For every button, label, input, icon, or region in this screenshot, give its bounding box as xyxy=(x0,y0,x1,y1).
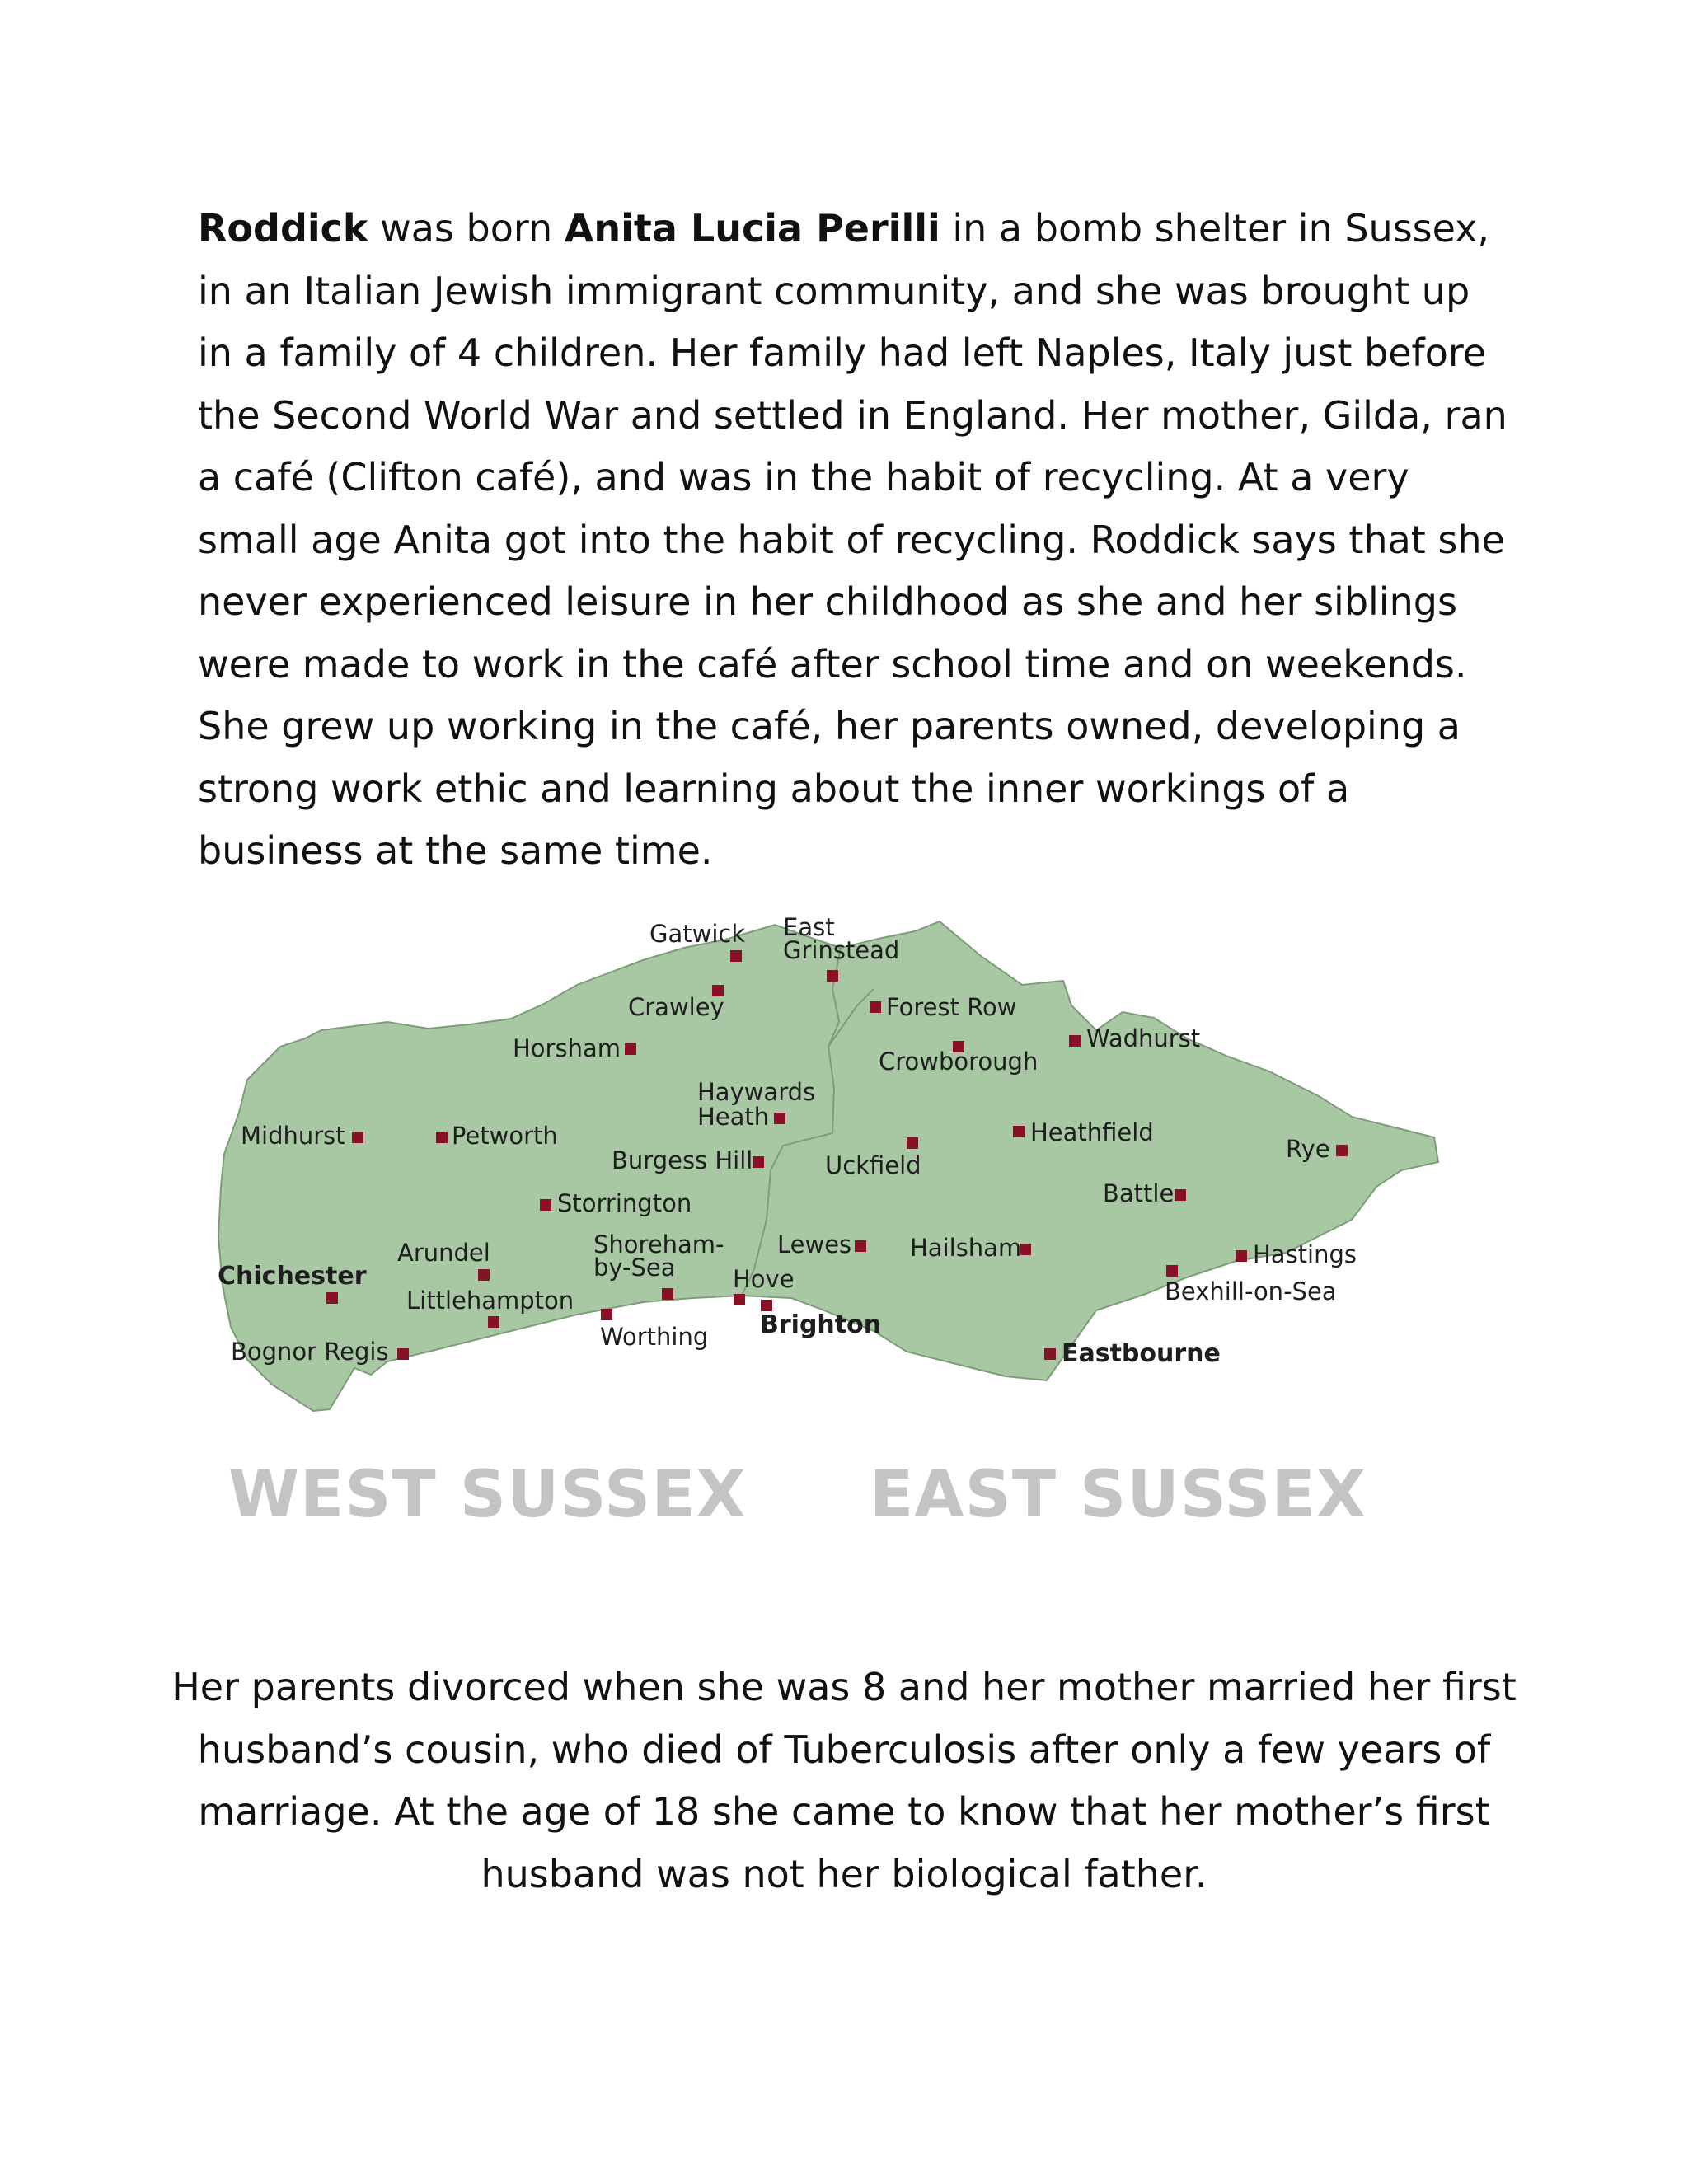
town-petworth xyxy=(436,1122,558,1150)
town-marker xyxy=(326,1292,338,1304)
town-marker xyxy=(734,1294,745,1305)
town-marker xyxy=(774,1113,785,1124)
town-marker xyxy=(761,1300,772,1311)
town-label: Gatwick xyxy=(649,920,746,948)
town-burgess-hill xyxy=(612,1146,764,1174)
town-marker xyxy=(1166,1265,1178,1277)
town-label: Rye xyxy=(1286,1135,1330,1163)
county-label-east-sussex: EAST SUSSEX xyxy=(870,1458,1367,1532)
town-wadhurst xyxy=(1069,1024,1200,1052)
town-label: Uckfield xyxy=(825,1151,921,1179)
town-marker xyxy=(488,1316,499,1328)
town-label: Hailsham xyxy=(910,1234,1022,1262)
town-marker xyxy=(730,950,742,962)
town-marker xyxy=(478,1269,490,1281)
town-marker xyxy=(753,1156,764,1168)
town-marker xyxy=(855,1240,866,1252)
town-label: Bexhill-on-Sea xyxy=(1165,1277,1337,1305)
town-label: by-Sea xyxy=(593,1254,676,1282)
town-label: Midhurst xyxy=(241,1122,345,1150)
name-roddick: Roddick xyxy=(198,206,368,251)
town-battle xyxy=(1103,1179,1186,1207)
town-marker xyxy=(870,1001,881,1013)
town-label: Crowborough xyxy=(879,1047,1039,1076)
town-label: Worthing xyxy=(600,1323,709,1351)
town-label: Heath xyxy=(697,1103,770,1131)
town-hove xyxy=(733,1265,795,1305)
town-hailsham xyxy=(910,1234,1031,1262)
name-anita-lucia-perilli: Anita Lucia Perilli xyxy=(564,206,940,251)
town-label: Shoreham- xyxy=(593,1230,724,1258)
town-label: Bognor Regis xyxy=(231,1338,389,1366)
town-marker xyxy=(601,1309,612,1320)
town-label: Hove xyxy=(733,1265,795,1293)
town-label: Horsham xyxy=(513,1034,621,1062)
town-marker xyxy=(1044,1348,1056,1360)
town-label: Arundel xyxy=(397,1239,490,1267)
town-label: Storrington xyxy=(557,1189,692,1217)
county-label-west-sussex: WEST SUSSEX xyxy=(228,1458,747,1532)
town-label: Wadhurst xyxy=(1086,1024,1201,1052)
town-hastings xyxy=(1236,1240,1357,1268)
town-marker xyxy=(662,1288,673,1300)
town-horsham xyxy=(513,1034,636,1062)
town-label: Battle xyxy=(1103,1179,1175,1207)
biography-paragraph-2: Her parents divorced when she was 8 and her mother married her first husband’s cousin, who died of Tuberculosis after only a few years of marriage. At the age of 18 she came to know that her mother’s first husband was not her biological father. xyxy=(171,1665,1517,1896)
town-marker xyxy=(625,1043,636,1055)
town-label: Lewes xyxy=(777,1230,852,1258)
town-label: Chichester xyxy=(218,1262,367,1291)
town-marker xyxy=(540,1199,551,1211)
town-marker xyxy=(827,970,838,982)
town-label: Grinstead xyxy=(783,936,900,964)
town-bognor-regis xyxy=(231,1338,409,1366)
town-marker xyxy=(352,1132,363,1143)
town-label: Haywards xyxy=(697,1078,816,1106)
text-segment: in a bomb shelter in Sussex, in an Italian Jewish immigrant community, and she was brought up in a family of 4 children. Her family had left Naples, Italy just before the Second World War and settled in England. Her mother, Gilda, ran a café (Clifton café), and was in the habit of recycling. At a very small age Anita got into the habit of recycling. Roddick says that she never experienced leisure in her childhood as she and her siblings were made to work in the café after school time and on weekends. She grew up working in the café, her parents owned, developing a strong work ethic and learning about the inner workings of a business at the same time. xyxy=(198,206,1507,873)
town-label: Heathfield xyxy=(1030,1118,1154,1146)
town-marker xyxy=(397,1348,409,1360)
town-heathfield xyxy=(1013,1118,1154,1146)
town-label: East xyxy=(783,913,835,941)
town-label: Eastbourne xyxy=(1062,1339,1221,1368)
town-marker xyxy=(436,1132,448,1143)
town-forest-row xyxy=(870,993,1017,1021)
town-label: Brighton xyxy=(760,1310,882,1339)
town-marker xyxy=(1336,1145,1348,1156)
town-eastbourne xyxy=(1044,1339,1221,1368)
town-marker xyxy=(1013,1126,1025,1137)
town-label: Forest Row xyxy=(886,993,1017,1021)
town-storrington xyxy=(540,1189,692,1217)
town-marker xyxy=(1069,1035,1081,1047)
town-marker xyxy=(907,1137,918,1149)
town-label: Burgess Hill xyxy=(612,1146,753,1174)
town-label: Petworth xyxy=(452,1122,558,1150)
town-label: Hastings xyxy=(1253,1240,1357,1268)
town-label: Crawley xyxy=(628,993,724,1021)
town-midhurst xyxy=(241,1122,363,1150)
town-worthing xyxy=(600,1309,708,1351)
town-label: Littlehampton xyxy=(406,1286,574,1315)
town-marker xyxy=(1236,1250,1247,1262)
town-marker xyxy=(1175,1189,1186,1201)
text-segment: was born xyxy=(368,206,565,251)
